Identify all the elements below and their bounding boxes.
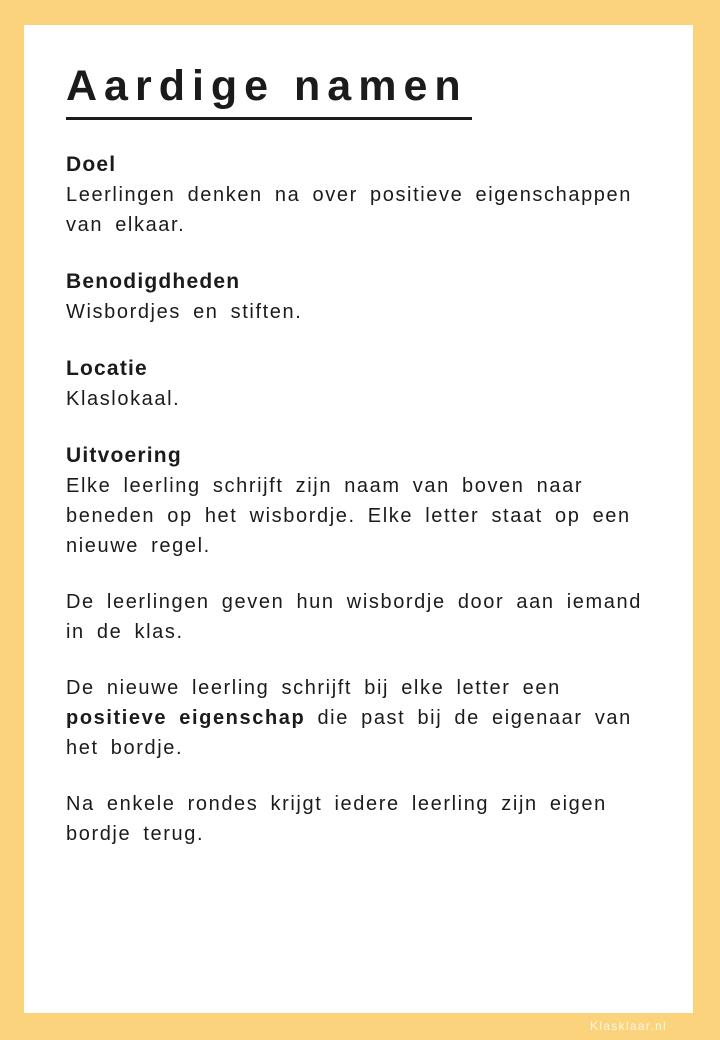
paragraph-text: die past bij de eigenaar van het bordje. — [66, 707, 632, 760]
section-heading-locatie: Locatie — [66, 357, 148, 381]
uitvoering-paragraph-4: Na enkele rondes krijgt iedere leerling zijn eigen bordje terug. — [66, 793, 607, 846]
section-body-benodigdheden: Wisbordjes en stiften. — [66, 301, 303, 324]
page-title: Aardige namen — [66, 63, 472, 120]
brand-watermark: Klasklaar.nl — [590, 1019, 667, 1033]
section-heading-benodigdheden: Benodigdheden — [66, 270, 241, 294]
section-uitvoering — [66, 441, 671, 849]
section-body-doel: Leerlingen denken na over positieve eigenschappen van elkaar. — [66, 184, 632, 237]
paragraph-text: De nieuwe leerling schrijft bij elke letter een — [66, 677, 561, 700]
uitvoering-paragraph-1: Elke leerling schrijft zijn naam van boven naar beneden op het wisbordje. Elke letter staat op een nieuwe regel. — [66, 475, 631, 558]
section-locatie — [66, 354, 671, 414]
section-benodigdheden — [66, 267, 671, 327]
document-page — [24, 25, 693, 1013]
page-content — [66, 25, 671, 1013]
uitvoering-paragraph-2: De leerlingen geven hun wisbordje door aan iemand in de klas. — [66, 591, 642, 644]
section-heading-uitvoering: Uitvoering — [66, 444, 182, 468]
section-heading-doel: Doel — [66, 153, 117, 177]
section-body-locatie: Klaslokaal. — [66, 388, 181, 411]
section-doel — [66, 150, 671, 240]
uitvoering-paragraph-3 — [66, 673, 658, 763]
emphasized-text: positieve eigenschap — [66, 707, 306, 730]
